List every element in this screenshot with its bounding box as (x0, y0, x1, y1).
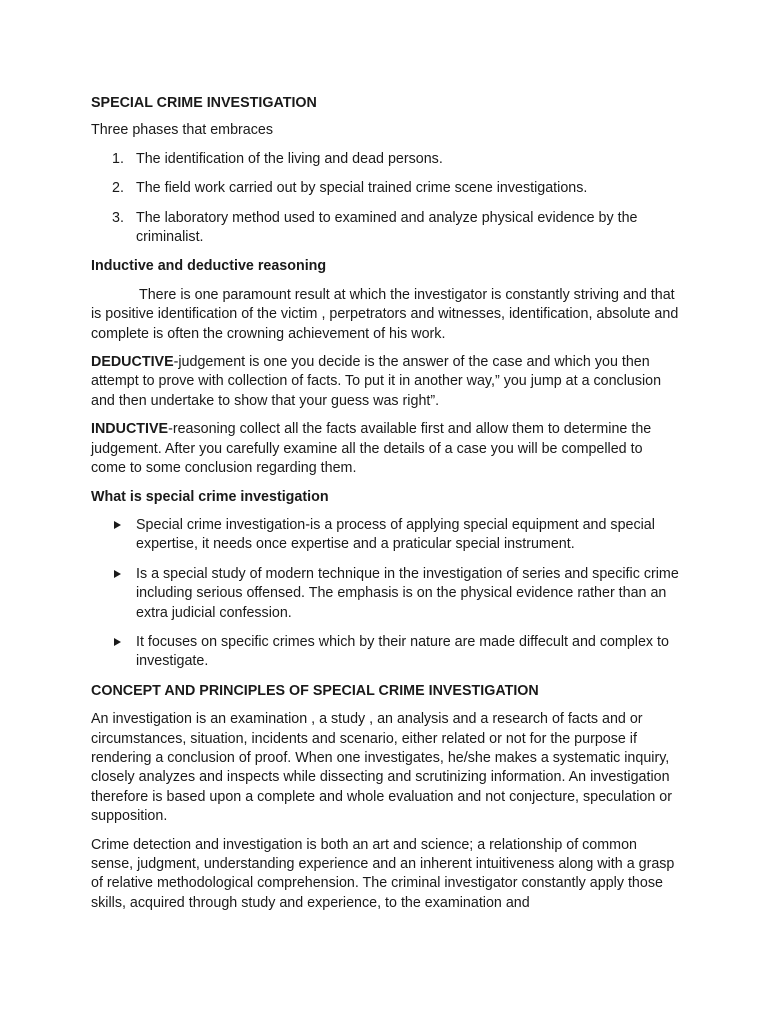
list-item (91, 516, 681, 555)
list-item (91, 150, 681, 169)
list-item-text: It focuses on specific crimes which by their nature are made diffecult and complex to investigate. (136, 633, 669, 670)
list-item-text: Is a special study of modern technique in the investigation of series and specific crime including serious offensed. The emphasis is on the physical evidence rather than an extra judicial confession. (136, 565, 679, 621)
concept-paragraph-2: Crime detection and investigation is both an art and science; a relationship of common sense, judgment, understanding experience and an inherent intuitiveness along with a grasp of relative methodological comprehension. The criminal investigator constantly apply those skills, acquired through study and experience, to the examination and (91, 836, 675, 911)
list-item-text: Special crime investigation-is a process of applying special equipment and special expertise, it needs once expertise and a praticular special instrument. (136, 516, 655, 553)
what-is-list (91, 516, 681, 672)
phases-list (91, 150, 681, 248)
list-item (91, 565, 681, 623)
triangle-bullet-icon (114, 521, 121, 529)
phases-intro: Three phases that embraces (91, 122, 273, 139)
reasoning-heading: Inductive and deductive reasoning (91, 258, 327, 275)
deductive-text: -judgement is one you decide is the answer of the case and which you then attempt to prove with collection of facts. To put it in another way,” you jump at a conclusion and then undertake to show that your guess was right”. (91, 354, 662, 409)
list-number: 2. (112, 180, 124, 197)
deductive-paragraph (91, 353, 681, 411)
document-page (91, 94, 681, 922)
list-item (91, 209, 681, 248)
list-item (91, 179, 681, 198)
list-item-text: The laboratory method used to examined and analyze physical evidence by the criminalist. (136, 209, 638, 246)
list-item-text: The field work carried out by special trained crime scene investigations. (136, 180, 588, 197)
concept-paragraph-1: An investigation is an examination , a study , an analysis and a research of facts and or circumstances, situation, incidents and scenario, either related or not for the purpose if rendering a conclusion of proof. When one investigates, he/she makes a systematic inquiry, closely analyzes and inspects while dissecting and scrutinizing information. An investigation therefore is based upon a complete and whole evaluation and not conjecture, speculation or supposition. (91, 711, 672, 825)
list-number: 1. (112, 150, 124, 167)
list-item (91, 633, 681, 672)
list-item-text: The identification of the living and dead persons. (136, 150, 443, 167)
reasoning-intro: There is one paramount result at which the investigator is constantly striving and that is positive identification of the victim , perpetrators and witnesses, identification, absolute and complete is often the crowning achievement of his work. (91, 286, 679, 342)
deductive-term: DEDUCTIVE (91, 354, 174, 371)
inductive-text: -reasoning collect all the facts available first and allow them to determine the judgement. After you carefully examine all the details of a case you will be compelled to come to some conclusion regarding them. (91, 421, 652, 477)
inductive-term: INDUCTIVE (91, 421, 169, 438)
triangle-bullet-icon (114, 570, 121, 578)
concept-heading: CONCEPT AND PRINCIPLES OF SPECIAL CRIME INVESTIGATION (91, 682, 539, 699)
inductive-paragraph (91, 420, 681, 478)
document-title: SPECIAL CRIME INVESTIGATION (91, 95, 317, 111)
what-is-heading: What is special crime investigation (91, 488, 329, 505)
triangle-bullet-icon (114, 638, 121, 646)
list-number: 3. (112, 209, 124, 226)
